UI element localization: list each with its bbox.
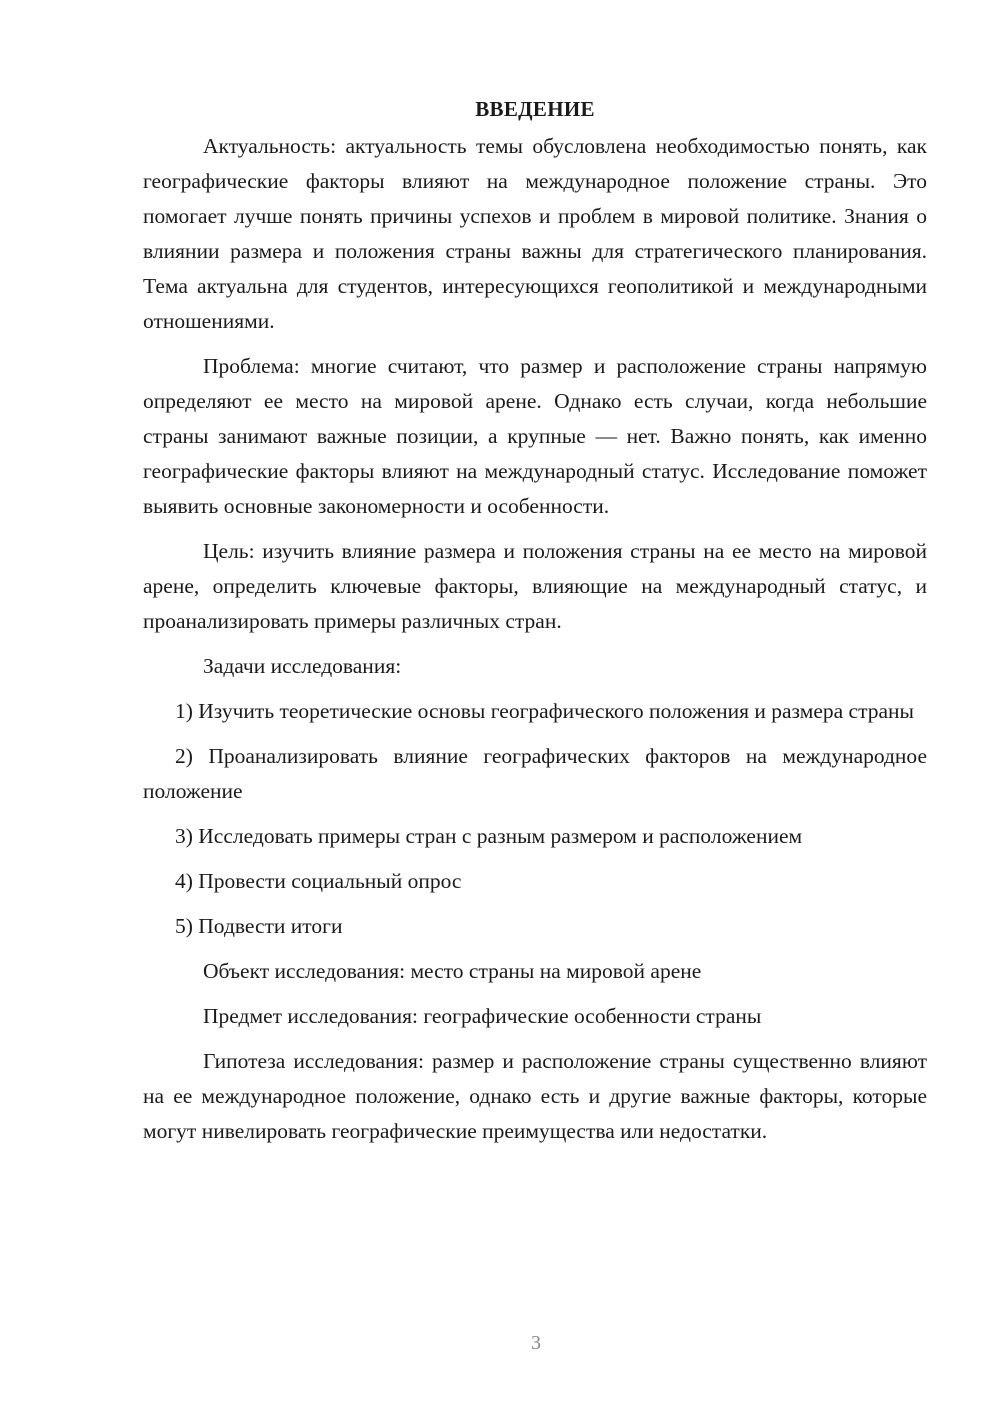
object-paragraph: Объект исследования: место страны на мировой арене bbox=[203, 959, 702, 983]
subject-paragraph: Предмет исследования: географические особенности страны bbox=[203, 1004, 762, 1028]
task-item-4: 4) Провести социальный опрос bbox=[175, 869, 462, 893]
page-title: ВВЕДЕНИЕ bbox=[475, 97, 595, 121]
page-number: 3 bbox=[531, 1332, 541, 1354]
task-item-3: 3) Исследовать примеры стран с разным размером и расположением bbox=[175, 824, 803, 848]
goal-paragraph: Цель: изучить влияние размера и положения страны на ее место на мировой арене, определить ключевые факторы, влияющие на международный статус, и проанализировать примеры различных стран. bbox=[143, 539, 927, 633]
hypothesis-paragraph: Гипотеза исследования: размер и расположение страны существенно влияют на ее международное положение, однако есть и другие важные факторы, которые могут нивелировать географические преимущества или недостатки. bbox=[143, 1049, 927, 1143]
task-item-1: 1) Изучить теоретические основы географического положения и размера страны bbox=[175, 699, 914, 723]
relevance-paragraph: Актуальность: актуальность темы обусловлена необходимостью понять, как географические факторы влияют на международное положение страны. Это помогает лучше понять причины успехов и проблем в мировой политике. Знания о влиянии размера и положения страны важны для стратегического планирования. Тема актуальна для студентов, интересующихся геополитикой и международными отношениями. bbox=[143, 134, 927, 333]
task-item-5: 5) Подвести итоги bbox=[175, 914, 343, 938]
task-item-2: 2) Проанализировать влияние географических факторов на международное положение bbox=[143, 744, 927, 803]
tasks-heading: Задачи исследования: bbox=[203, 654, 402, 678]
problem-paragraph: Проблема: многие считают, что размер и расположение страны напрямую определяют ее место на мировой арене. Однако есть случаи, когда небольшие страны занимают важные позиции, а крупные — нет. Важно понять, как именно географические факторы влияют на международный статус. Исследование поможет выявить основные закономерности и особенности. bbox=[143, 354, 927, 518]
document-page bbox=[143, 92, 927, 1159]
